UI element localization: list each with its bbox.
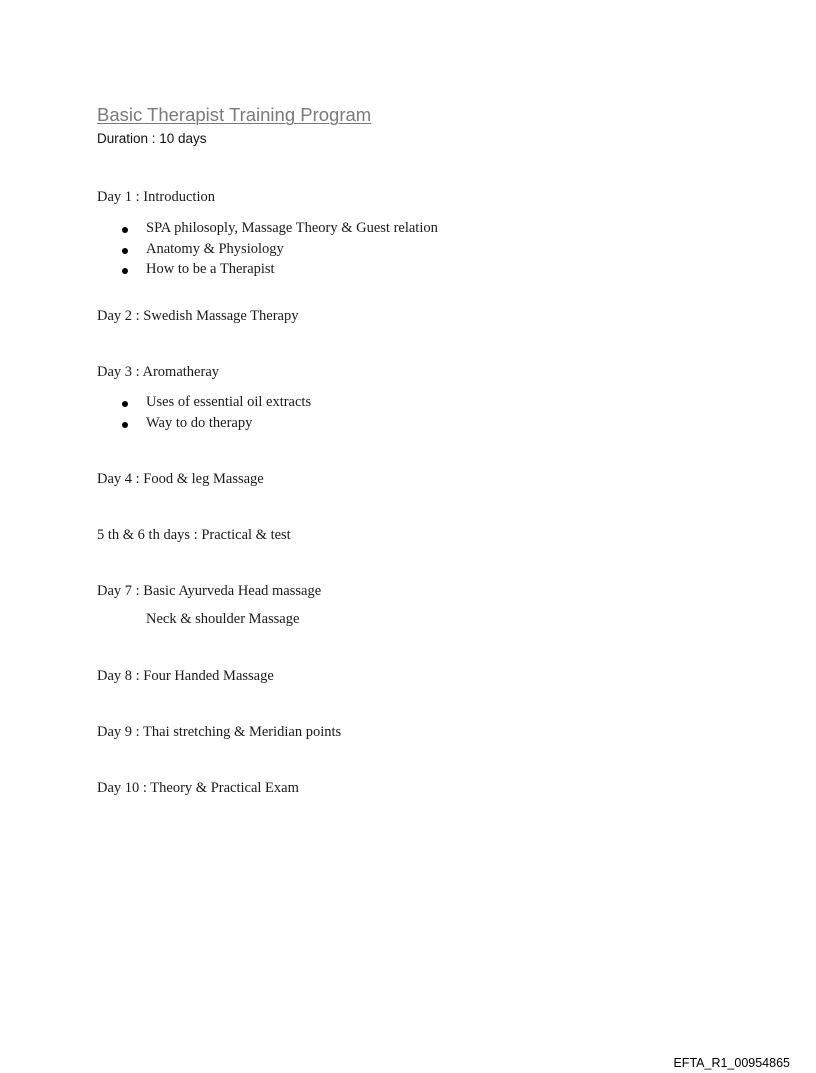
day2-heading: Day 2 : Swedish Massage Therapy xyxy=(97,308,299,324)
day3-heading: Day 3 : Aromatheray xyxy=(97,364,220,380)
day8-heading: Day 8 : Four Handed Massage xyxy=(97,668,274,684)
document-title: Basic Therapist Training Program xyxy=(97,104,372,125)
duration-line: Duration : 10 days xyxy=(97,131,207,146)
bullet-text: Anatomy & Physiology xyxy=(146,241,284,257)
bullet-text: SPA philosoply, Massage Theory & Guest relation xyxy=(146,220,438,236)
day7-heading: Day 7 : Basic Ayurveda Head massage xyxy=(97,583,322,599)
day5-6-heading: 5 th & 6 th days : Practical & test xyxy=(97,527,291,543)
bullet-icon xyxy=(122,248,128,254)
document-id-stamp: EFTA_R1_00954865 xyxy=(673,1056,790,1070)
bullet-icon xyxy=(122,268,128,274)
bullet-icon xyxy=(122,227,128,233)
bullet-text: How to be a Therapist xyxy=(146,261,275,277)
day1-heading: Day 1 : Introduction xyxy=(97,189,215,205)
day4-heading: Day 4 : Food & leg Massage xyxy=(97,471,264,487)
bullet-icon xyxy=(122,422,128,428)
bullet-icon xyxy=(122,401,128,407)
day7-continuation: Neck & shoulder Massage xyxy=(146,611,300,627)
bullet-text: Way to do therapy xyxy=(146,415,253,431)
day9-heading: Day 9 : Thai stretching & Meridian points xyxy=(97,724,342,740)
bullet-text: Uses of essential oil extracts xyxy=(146,394,312,410)
day10-heading: Day 10 : Theory & Practical Exam xyxy=(97,780,299,796)
